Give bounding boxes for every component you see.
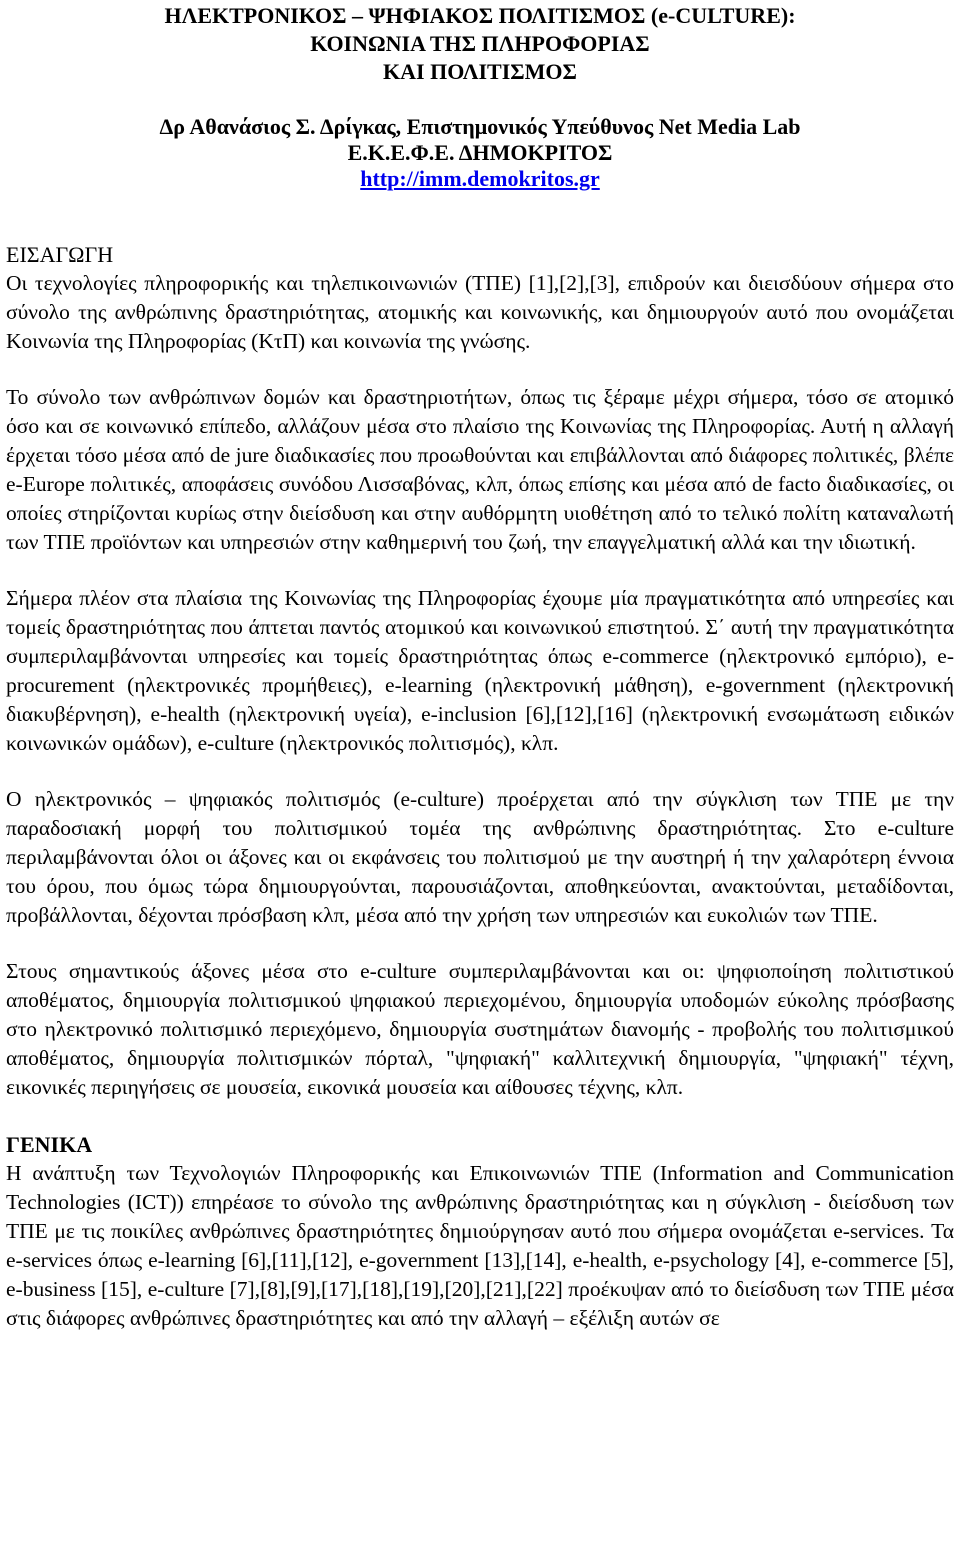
intro-paragraph-2: Το σύνολο των ανθρώπινων δομών και δραστηριοτήτων, όπως τις ξέραμε μέχρι σήμερα, τόσο σε ατομικό όσο και σε κοινωνικό επίπεδο, αλλάζουν μέσα στο πλαίσιο της Κοινωνίας της Πληροφορίας. Αυτή η αλλαγή έρχεται τόσο μέσα από de jure διαδικασίες που προωθούνται και επιβάλλονται από διάφορες πολιτικές, βλέπε e-Europe πολιτικές, αποφάσεις συνόδου Λισσαβόνας, κλπ, όπως επίσης και μέσα από de facto διαδικασίες, οι οποίες στηρίζονται κυρίως στην διείσδυση και στην αυθόρμητη υιοθέτηση από το τελικό πολίτη καταναλωτή των ΤΠΕ προϊόντων και υπηρεσιών στην καθημερινή του ζωή, την επαγγελματική αλλά και την ιδιωτική. [6,385,954,554]
intro-paragraph-4: Ο ηλεκτρονικός – ψηφιακός πολιτισμός (e-culture) προέρχεται από την σύγκλιση των ΤΠΕ με την παραδοσιακή μορφή του πολιτισμικού τομέα της ανθρώπινης δραστηριότητας. Στο e-culture περιλαμβάνονται όλοι οι άξονες και οι εκφάνσεις του πολιτισμού με την αυστηρή ή την χαλαρότερη έννοια του όρου, που όμως τώρα δημιουργούνται, παρουσιάζονται, αποθηκεύονται, ανακτούνται, μεταδίδονται, προβάλλονται, δέχονται πρόσβαση κλπ, μέσα από την χρήση των υπηρεσιών και ευκολιών των ΤΠΕ. [6,787,954,927]
intro-paragraph-1: Οι τεχνολογίες πληροφορικής και τηλεπικοινωνιών (ΤΠΕ) [1],[2],[3], επιδρούν και διεισδύουν σήμερα στο σύνολο της ανθρώπινης δραστηριότητας, ατομικής και κοινωνικής, και δημιουργούν αυτό που ονομάζεται Κοινωνία της Πληροφορίας (ΚτΠ) και κοινωνία της γνώσης. [6,271,954,353]
intro-heading: ΕΙΣΑΓΩΓΗ [6,242,114,267]
general-paragraph-1: Η ανάπτυξη των Τεχνολογιών Πληροφορικής και Επικοινωνιών ΤΠΕ (Information and Communication Technologies (ICT)) επηρέασε το σύνολο της ανθρώπινης δραστηριότητας και η σύγκλιση - διείσδυση των ΤΠΕ με τις ποικίλες ανθρώπινες δραστηριότητες δημιούργησαν αυτό που σήμερα ονομάζεται e-services. Τα e-services όπως e-learning [6],[11],[12], e-government [13],[14], e-health, e-psychology [4], e-commerce [5], e-business [15], e-culture [7],[8],[9],[17],[18],[19],[20],[21],[22] προέκυψαν από το διείσδυση των ΤΠΕ μέσα στις διάφορες ανθρώπινες δραστηριότητες και από την αλλαγή – εξέλιξη αυτών σε [6,1161,954,1330]
title-line-3: ΚΑΙ ΠΟΛΙΤΙΣΜΟΣ [383,59,577,84]
author-block [6,114,954,192]
intro-paragraph-5: Στους σημαντικούς άξονες μέσα στο e-culture συμπεριλαμβάνονται και οι: ψηφιοποίηση πολιτιστικού αποθέματος, δημιουργία πολιτισμικού ψηφιακού περιεχομένου, δημιουργία υποδομών εύκολης πρόσβασης στο ηλεκτρονικό πολιτισμικό περιεχόμενο, δημιουργία συστημάτων διανομής - προβολής του πολιτισμικού αποθέματος, δημιουργία πολιτισμικών πόρταλ, "ψηφιακή" καλλιτεχνική δημιουργία, "ψηφιακή" τέχνη, εικονικές περιηγήσεις σε μουσεία, εικονικά μουσεία και αίθουσες τέχνης, κλπ. [6,959,954,1099]
document-title [6,0,954,86]
document-page [6,0,954,1333]
title-line-2: ΚΟΙΝΩΝΙΑ ΤΗΣ ΠΛΗΡΟΦΟΡΙΑΣ [310,31,650,56]
institute-line: Ε.Κ.Ε.Φ.Ε. ΔΗΜΟΚΡΙΤΟΣ [347,140,613,165]
author-line: Δρ Αθανάσιος Σ. Δρίγκας, Επιστημονικός Υπεύθυνος Net Media Lab [159,114,801,139]
website-link[interactable]: http://imm.demokritos.gr [360,166,600,191]
intro-paragraph-3: Σήμερα πλέον στα πλαίσια της Κοινωνίας της Πληροφορίας έχουμε μία πραγματικότητα από υπηρεσίες και τομείς δραστηριότητας που άπτεται παντός ατομικού και κοινωνικού επιστητού. Σ΄ αυτή την πραγματικότητα συμπεριλαμβάνονται υπηρεσίες και τομείς δραστηριότητας όπως e-commerce (ηλεκτρονικό εμπόριο), e-procurement (ηλεκτρονικές προμήθειες), e-learning (ηλεκτρονική μάθηση), e-government (ηλεκτρονική διακυβέρνηση), e-health (ηλεκτρονική υγεία), e-inclusion [6],[12],[16] (ηλεκτρονική ενσωμάτωση ειδικών κοινωνικών ομάδων), e-culture (ηλεκτρονικός πολιτισμός), κλπ. [6,586,954,755]
general-heading: ΓΕΝΙΚΑ [6,1132,93,1157]
title-line-1: ΗΛΕΚΤΡΟΝΙΚΟΣ – ΨΗΦΙΑΚΟΣ ΠΟΛΙΤΙΣΜΟΣ (e-CULTURE): [164,3,796,28]
